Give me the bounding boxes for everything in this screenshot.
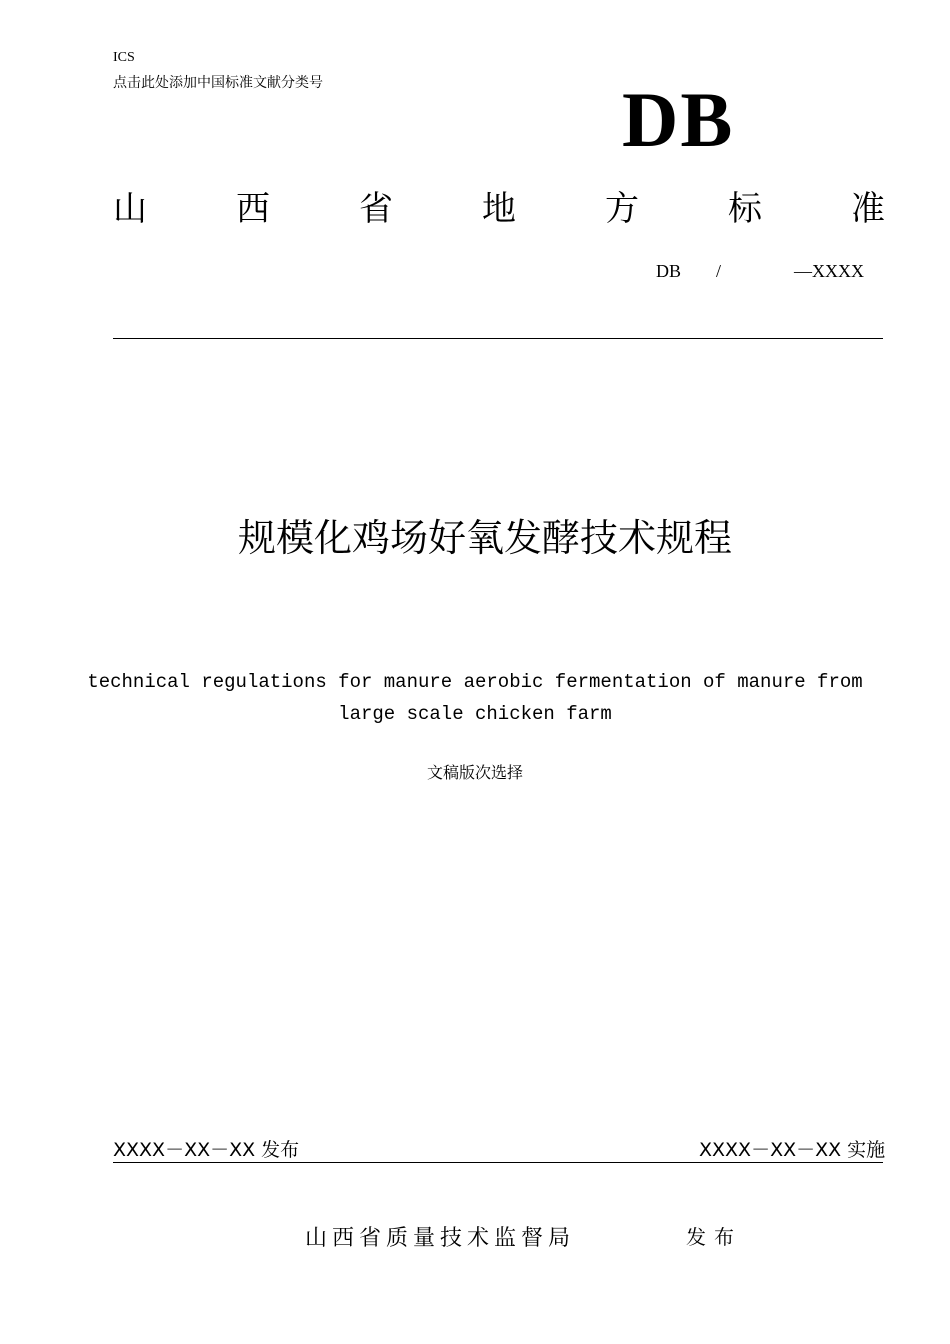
publish-date: XXXX－XX－XX 发布 — [113, 1139, 300, 1161]
standard-type-char: 山 — [113, 189, 147, 229]
standard-type-char: 省 — [359, 189, 393, 229]
english-title-line: large scale chicken farm — [338, 703, 612, 725]
issue-label: 发布 — [686, 1225, 742, 1249]
document-title: 规模化鸡场好氧发酵技术规程 — [237, 516, 732, 560]
english-title — [60, 666, 890, 730]
standard-code-slash: / — [716, 261, 722, 281]
standard-type-char: 标 — [728, 189, 762, 229]
ics-label: ICS — [113, 50, 135, 65]
standard-type-heading — [113, 187, 885, 231]
draft-version-selector[interactable]: 文稿版次选择 — [426, 763, 523, 782]
implement-date: XXXX－XX－XX 实施 — [699, 1139, 886, 1161]
header-divider — [113, 338, 883, 339]
standard-type-char: 准 — [851, 189, 885, 229]
footer-divider — [113, 1162, 883, 1163]
issuer-name: 山西省质量技术监督局 — [305, 1226, 576, 1251]
standard-type-char: 地 — [482, 189, 516, 229]
standard-code — [656, 260, 866, 282]
standard-code-suffix: —XXXX — [794, 261, 864, 281]
db-logo: DB — [622, 76, 735, 163]
standard-type-char: 方 — [605, 189, 639, 229]
standard-type-char: 西 — [236, 189, 270, 229]
english-title-line: technical regulations for manure aerobic fermentation of manure from — [87, 671, 863, 693]
standard-code-prefix: DB — [656, 261, 682, 281]
classification-placeholder[interactable]: 点击此处添加中国标准文献分类号 — [113, 75, 323, 91]
